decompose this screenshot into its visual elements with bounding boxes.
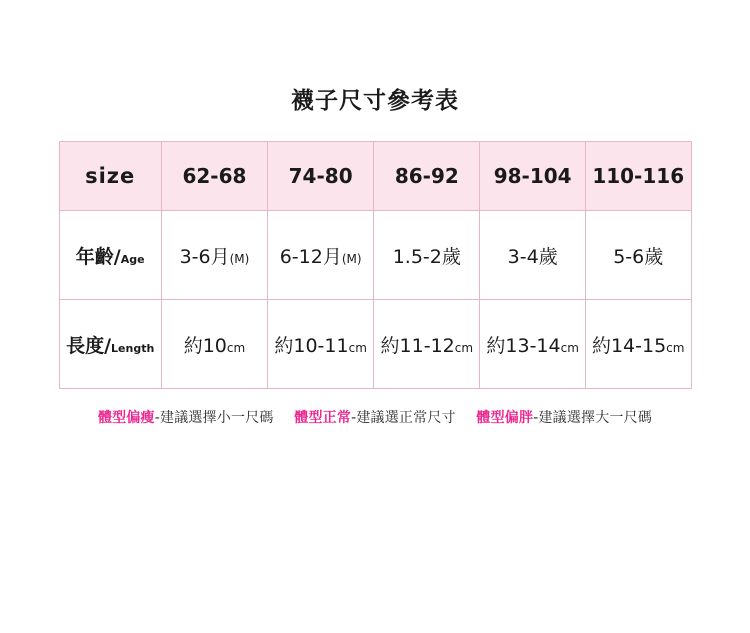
cell-age-2-unit: (M) xyxy=(341,251,362,266)
note-chubby-rest: -建議選擇大一尺碼 xyxy=(533,410,653,426)
cell-length-5-unit: cm xyxy=(666,340,685,355)
cell-age-3 xyxy=(374,211,480,300)
cell-length-5 xyxy=(585,300,691,389)
cell-age-1-value: 3-6月 xyxy=(179,245,230,268)
table-header-row xyxy=(59,142,691,211)
note-slim-highlight: 體型偏瘦 xyxy=(97,410,155,426)
cell-length-4-value: 約13-14 xyxy=(486,334,561,357)
cell-length-3 xyxy=(374,300,480,389)
cell-length-4-unit: cm xyxy=(560,340,579,355)
header-cell-size: size xyxy=(59,142,161,211)
cell-age-1-unit: (M) xyxy=(229,251,250,266)
cell-length-3-unit: cm xyxy=(454,340,474,355)
note-item-normal xyxy=(294,407,455,427)
size-table-wrapper xyxy=(59,141,692,389)
cell-age-5 xyxy=(585,211,691,300)
row-label-age-main: 年齡/ xyxy=(75,245,121,268)
cell-length-1-value: 約10 xyxy=(183,334,227,357)
cell-age-5-value: 5-6歲 xyxy=(613,245,664,268)
cell-length-1-unit: cm xyxy=(226,340,246,355)
cell-age-2-value: 6-12月 xyxy=(279,245,342,268)
note-item-slim xyxy=(98,407,274,427)
cell-age-4 xyxy=(480,211,586,300)
row-label-age xyxy=(59,211,161,300)
row-label-length-main: 長度/ xyxy=(66,334,112,357)
cell-length-2-unit: cm xyxy=(348,340,367,355)
note-normal-rest: -建議選正常尺寸 xyxy=(351,410,456,426)
row-label-age-sub: Age xyxy=(120,252,145,266)
header-cell-col-5: 110-116 xyxy=(585,142,691,211)
cell-length-2 xyxy=(268,300,374,389)
page-title: 襪子尺寸參考表 xyxy=(291,88,459,114)
table-row xyxy=(59,300,691,389)
cell-age-1 xyxy=(161,211,267,300)
note-slim-rest: -建議選擇小一尺碼 xyxy=(154,410,274,426)
table-row xyxy=(59,211,691,300)
size-chart-page xyxy=(0,82,750,633)
size-advice-notes xyxy=(0,407,750,427)
cell-age-2 xyxy=(268,211,374,300)
cell-length-4 xyxy=(480,300,586,389)
header-cell-col-1: 62-68 xyxy=(161,142,267,211)
header-cell-col-3: 86-92 xyxy=(374,142,480,211)
cell-length-2-value: 約10-11 xyxy=(274,334,349,357)
note-normal-highlight: 體型正常 xyxy=(294,410,352,426)
cell-age-3-value: 1.5-2歲 xyxy=(392,245,461,268)
row-label-length-sub: Length xyxy=(111,341,155,355)
cell-length-3-value: 約11-12 xyxy=(380,334,455,357)
row-label-length xyxy=(59,300,161,389)
size-table xyxy=(59,141,692,389)
note-item-chubby xyxy=(476,407,652,427)
cell-age-4-value: 3-4歲 xyxy=(507,245,558,268)
cell-length-1 xyxy=(161,300,267,389)
header-cell-col-4: 98-104 xyxy=(480,142,586,211)
note-chubby-highlight: 體型偏胖 xyxy=(476,410,534,426)
header-cell-col-2: 74-80 xyxy=(268,142,374,211)
cell-length-5-value: 約14-15 xyxy=(591,334,667,357)
